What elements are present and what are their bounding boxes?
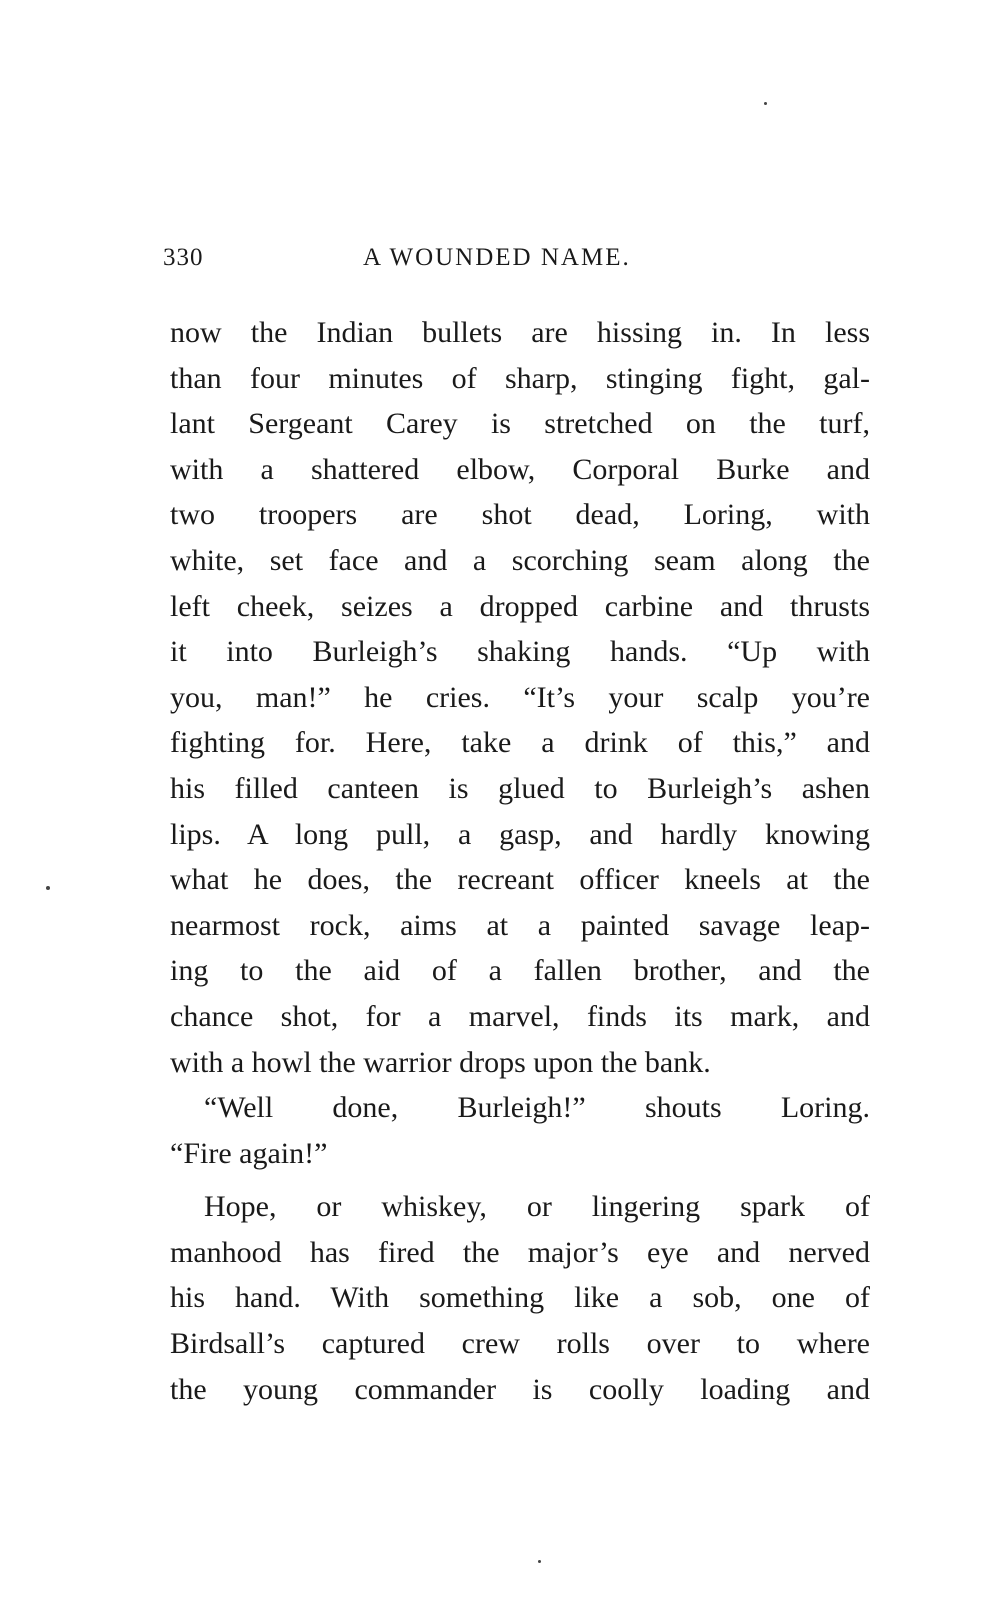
running-title: A WOUNDED NAME. — [363, 244, 631, 271]
text-line: fighting for. Here, take a drink of this,” and — [170, 726, 870, 760]
text-line: lips. A long pull, a gasp, and hardly knowing — [170, 817, 870, 851]
text-line: his filled canteen is glued to Burleigh’s ashen — [170, 771, 870, 805]
text-line: it into Burleigh’s shaking hands. “Up with — [170, 635, 870, 669]
text-line: the young commander is coolly loading and — [170, 1372, 870, 1406]
text-line: with a howl the warrior drops upon the bank. — [170, 1045, 711, 1079]
text-line: “Fire again!” — [170, 1136, 328, 1170]
scan-speck — [46, 886, 50, 890]
text-line: Birdsall’s captured crew rolls over to where — [170, 1327, 870, 1361]
paragraph — [170, 1085, 870, 1176]
page-number: 330 — [163, 244, 204, 271]
text-line: nearmost rock, aims at a painted savage leap- — [170, 908, 870, 942]
paragraph-gap — [170, 1176, 870, 1184]
text-line: lant Sergeant Carey is stretched on the turf, — [170, 407, 870, 441]
text-line: white, set face and a scorching seam along the — [170, 543, 870, 577]
text-line: two troopers are shot dead, Loring, with — [170, 498, 870, 532]
scan-speck — [538, 1560, 541, 1563]
text-line: “Well done, Burleigh!” shouts Loring. — [204, 1091, 870, 1125]
text-line: ing to the aid of a fallen brother, and the — [170, 954, 870, 988]
text-line: what he does, the recreant officer kneels at the — [170, 863, 870, 897]
text-line: chance shot, for a marvel, finds its mark, and — [170, 999, 870, 1033]
text-line: Hope, or whiskey, or lingering spark of — [204, 1190, 870, 1224]
text-line: his hand. With something like a sob, one of — [170, 1281, 870, 1315]
paragraph — [170, 310, 870, 1085]
text-line: you, man!” he cries. “It’s your scalp you’re — [170, 680, 870, 714]
text-line: with a shattered elbow, Corporal Burke and — [170, 452, 870, 486]
text-line: manhood has fired the major’s eye and nerved — [170, 1235, 870, 1269]
scan-speck — [764, 102, 767, 105]
body-text — [170, 310, 870, 1412]
paragraph — [170, 1184, 870, 1412]
text-line: left cheek, seizes a dropped carbine and thrusts — [170, 589, 870, 623]
text-line: than four minutes of sharp, stinging fight, gal- — [170, 361, 870, 395]
text-line: now the Indian bullets are hissing in. In less — [170, 316, 870, 349]
